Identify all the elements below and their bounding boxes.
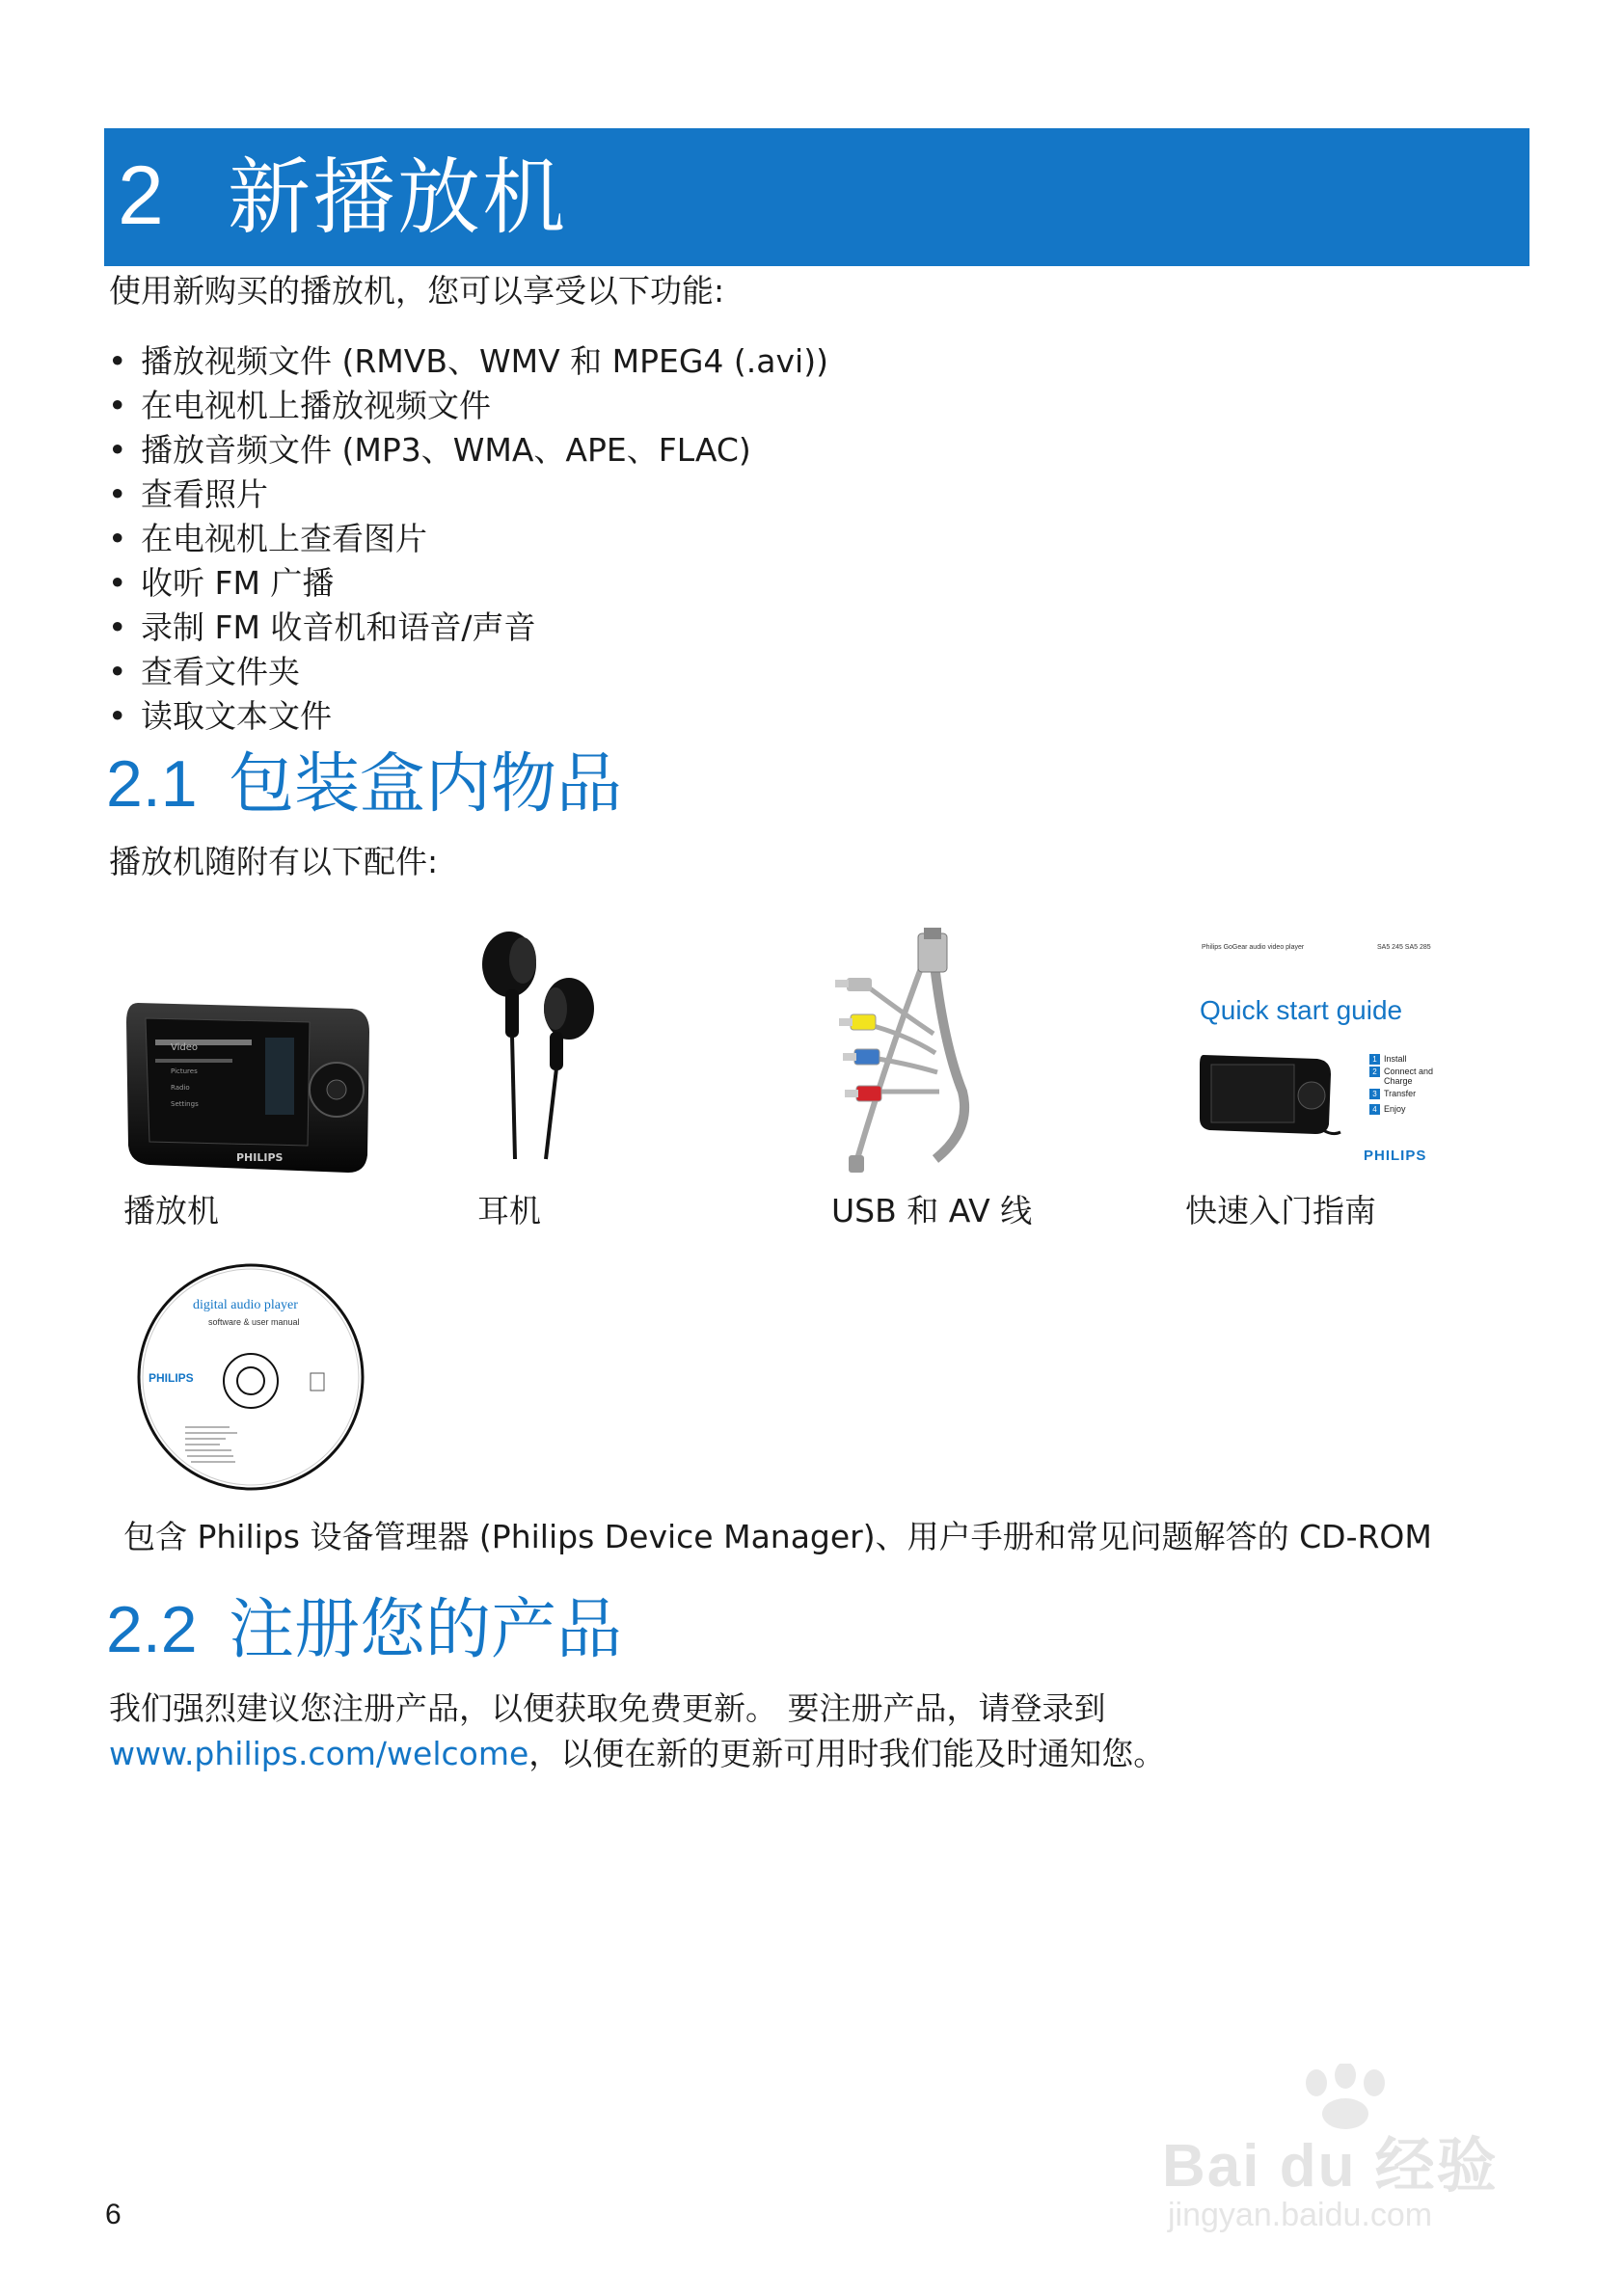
feature-text: 在电视机上查看图片 — [141, 520, 427, 557]
feature-text: 读取文本文件 — [141, 697, 332, 735]
feature-text: 在电视机上播放视频文件 — [141, 387, 491, 424]
cd-title: digital audio player — [193, 1298, 298, 1312]
section-heading-box-contents — [106, 745, 622, 824]
list-item — [108, 428, 828, 473]
earphone-image — [461, 928, 606, 1180]
list-item — [108, 339, 828, 384]
feature-text: 查看文件夹 — [141, 653, 300, 690]
section-number: 2.1 — [106, 747, 198, 821]
chapter-title: 新播放机 — [228, 149, 567, 246]
player-brand-logo: PHILIPS — [236, 1151, 284, 1164]
guide-step-number: 3 — [1369, 1089, 1380, 1099]
list-item — [108, 384, 828, 428]
bullet: • — [108, 564, 127, 602]
guide-brand-logo: PHILIPS — [1364, 1148, 1427, 1164]
guide-step: Transfer — [1384, 1089, 1417, 1098]
list-item — [108, 694, 828, 739]
bullet: • — [108, 475, 127, 513]
list-item — [108, 561, 828, 606]
intro-text: 使用新购买的播放机，您可以享受以下功能: — [109, 272, 725, 310]
watermark-url: jingyan.baidu.com — [1168, 2197, 1433, 2233]
caption-cable: USB 和 AV 线 — [831, 1192, 1033, 1229]
caption-player: 播放机 — [123, 1192, 219, 1229]
list-item — [108, 473, 828, 517]
guide-title: Quick start guide — [1200, 995, 1403, 1025]
player-menu-settings: Settings — [171, 1100, 199, 1108]
guide-step: Enjoy — [1384, 1104, 1406, 1114]
guide-player-image — [1198, 1049, 1342, 1138]
player-image — [121, 993, 373, 1176]
register-text-line2 — [109, 1735, 1165, 1773]
section-title: 注册您的产品 — [229, 1592, 623, 1668]
watermark-logo: Bai du 经验 — [1162, 2133, 1499, 2200]
caption-cd: 包含 Philips 设备管理器 (Philips Device Manager)、用户手册和常见问题解答的 CD-ROM — [123, 1518, 1432, 1555]
guide-step: Connect and Charge — [1384, 1067, 1434, 1086]
chapter-banner — [104, 128, 1529, 266]
list-item — [108, 650, 828, 694]
guide-header-left: Philips GoGear audio video player — [1202, 944, 1305, 951]
bullet: • — [108, 608, 127, 646]
cd-subtitle: software & user manual — [208, 1317, 300, 1327]
chapter-number: 2 — [118, 149, 164, 242]
bullet: • — [108, 653, 127, 690]
register-text-line1: 我们强烈建议您注册产品，以便获取免费更新。 要注册产品，请登录到 — [109, 1689, 1106, 1727]
player-menu-pictures: Pictures — [171, 1067, 198, 1075]
bullet: • — [108, 342, 127, 380]
guide-step-number: 2 — [1369, 1067, 1380, 1077]
guide-steps — [1369, 1053, 1447, 1117]
welcome-link[interactable]: www.philips.com/welcome — [109, 1735, 529, 1772]
player-menu-radio: Radio — [171, 1084, 190, 1092]
feature-text: 播放音频文件 (MP3、WMA、APE、FLAC) — [141, 431, 751, 469]
bullet: • — [108, 431, 127, 469]
feature-text: 录制 FM 收音机和语音/声音 — [141, 608, 536, 646]
feature-list — [108, 339, 828, 739]
guide-header-right: SA5 245 SA5 285 — [1377, 944, 1431, 951]
list-item — [108, 606, 828, 650]
box-contents-lead: 播放机随附有以下配件: — [109, 843, 439, 880]
cd-image — [137, 1263, 365, 1491]
quick-start-guide-image — [1188, 935, 1439, 1176]
section-title: 包装盒内物品 — [229, 746, 623, 823]
register-text-rest: ，以便在新的更新可用时我们能及时通知您。 — [528, 1735, 1166, 1772]
guide-step-number: 1 — [1369, 1054, 1380, 1065]
player-menu-video: Video — [171, 1042, 199, 1053]
feature-text: 播放视频文件 (RMVB、WMV 和 MPEG4 (.avi)) — [141, 342, 828, 380]
list-item — [108, 517, 828, 561]
caption-guide: 快速入门指南 — [1185, 1192, 1376, 1229]
feature-text: 查看照片 — [141, 475, 268, 513]
caption-earphone: 耳机 — [477, 1192, 541, 1229]
bullet: • — [108, 697, 127, 735]
page-number: 6 — [105, 2199, 122, 2230]
bullet: • — [108, 520, 127, 557]
bullet: • — [108, 387, 127, 424]
cd-brand-logo: PHILIPS — [149, 1371, 194, 1385]
baidu-watermark — [1152, 2064, 1538, 2256]
guide-step-number: 4 — [1369, 1104, 1380, 1115]
feature-text: 收听 FM 广播 — [141, 564, 335, 602]
guide-step: Install — [1384, 1054, 1407, 1064]
section-heading-register — [106, 1591, 622, 1669]
cable-image — [827, 928, 1001, 1182]
section-number: 2.2 — [106, 1593, 198, 1666]
